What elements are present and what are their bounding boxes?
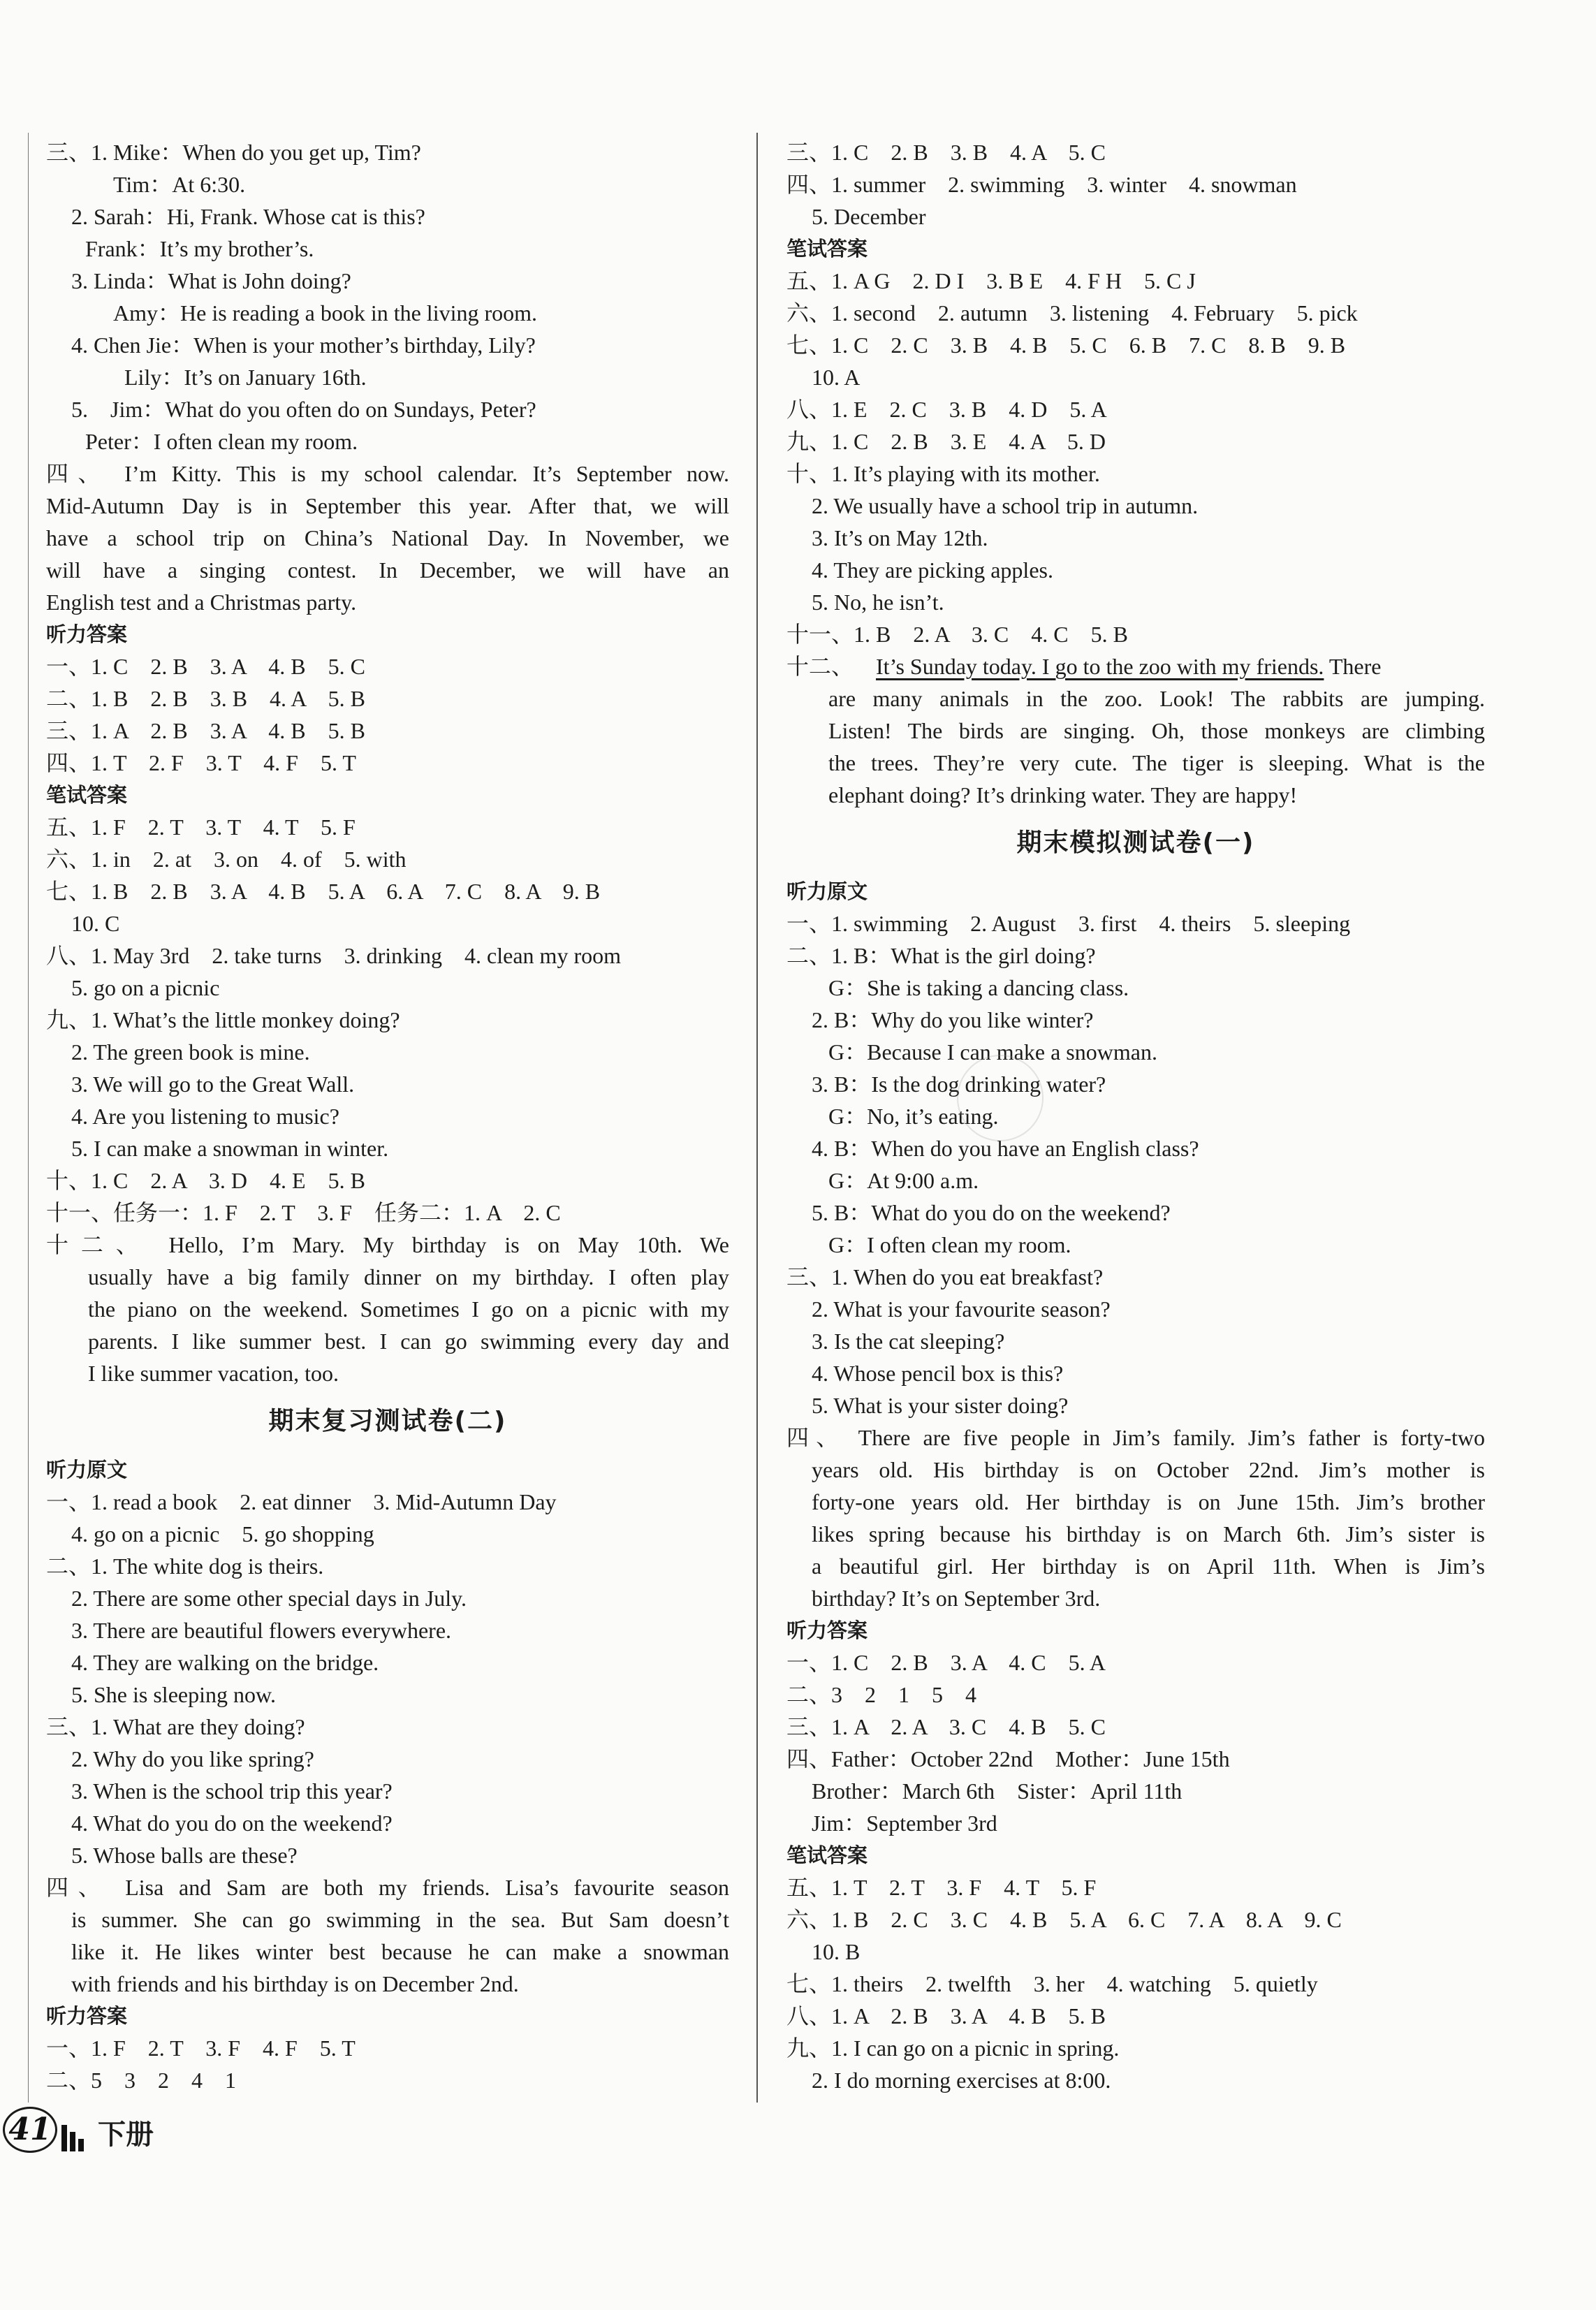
answer-line [786,650,1485,682]
answer-line: 4. What do you do on the weekend? [71,1811,393,1836]
answer-line: 七、1. B 2. B 3. A 4. B 5. A 6. A 7. C 8. A 9. B [46,879,601,904]
answer-line: 4. Are you listening to music? [71,1104,339,1129]
answer-line: 六、1. B 2. C 3. C 4. B 5. A 6. C 7. A 8. A 9. C [786,1907,1342,1932]
answer-line: 二、1. The white dog is theirs. [46,1554,324,1579]
answer-line: 十一、1. B 2. A 3. C 4. C 5. B [786,622,1128,647]
answer-line: G：I often clean my room. [828,1232,1071,1257]
answer-line: 二、1. B 2. B 3. B 4. A 5. B [46,686,365,711]
passage-line: 四、 There are five people in Jim’s family. Jim’s father is forty-two [786,1425,1485,1450]
right-column [786,136,1485,2096]
answer-line: 三、1. When do you eat breakfast? [786,1264,1104,1289]
answer-line: 2. Sarah：Hi, Frank. Whose cat is this? [71,204,425,229]
passage-line: Mid-Autumn Day is in September this year. After that, we will [46,493,729,518]
line-rest: There [1324,654,1382,679]
left-margin-rule [28,133,29,2103]
section-heading: 笔试答案 [786,237,868,261]
answer-line: 5. What is your sister doing? [812,1393,1069,1418]
passage-line: parents. I like summer best. I can go swimming every day and [88,1329,729,1354]
section-heading: 听力原文 [786,879,868,903]
answer-line: 四、1. summer 2. swimming 3. winter 4. snowman [786,172,1297,197]
answer-line: 10. A [812,365,861,390]
answer-line: 4. B：When do you have an English class? [812,1136,1199,1161]
passage-line: elephant doing? It’s drinking water. They are happy! [828,782,1298,807]
passage-line: 十二、 Hello, I’m Mary. My birthday is on May 10th. We [46,1232,729,1257]
section-heading: 笔试答案 [786,1843,868,1867]
answer-line: 4. Whose pencil box is this? [812,1361,1064,1386]
answer-line: 四、1. T 2. F 3. T 4. F 5. T [46,750,356,775]
answer-line: 八、1. May 3rd 2. take turns 3. drinking 4. clean my room [46,943,621,968]
answer-line: 5. Whose balls are these? [71,1843,298,1868]
answer-line: 二、5 3 2 4 1 [46,2068,237,2093]
answer-line: 2. The green book is mine. [71,1039,310,1065]
answer-line: 四、Father：October 22nd Mother：June 15th [786,1746,1230,1771]
answer-line: 4. They are picking apples. [812,557,1053,583]
answer-line: 十一、任务一：1. F 2. T 3. F 任务二：1. A 2. C [46,1200,561,1225]
passage-line: have a school trip on China’s National Day. In November, we [46,525,729,550]
answer-line: 5. I can make a snowman in winter. [71,1136,389,1161]
answer-line: Tim：At 6:30. [113,172,246,197]
answer-line: 九、1. C 2. B 3. E 4. A 5. D [786,429,1106,454]
answer-line: 5. Jim：What do you often do on Sundays, Peter? [71,397,536,422]
underlined-sentence: It’s Sunday today. I go to the zoo with my friends. [876,654,1324,679]
page-number: 41 [3,2107,57,2153]
answer-line: 五、1. T 2. T 3. F 4. T 5. F [786,1875,1097,1900]
answer-line: 2. There are some other special days in July. [71,1586,467,1611]
passage-line: 四、 I’m Kitty. This is my school calendar. It’s September now. [46,461,729,486]
passage-line: forty-one years old. Her birthday is on June 15th. Jim’s brother [812,1489,1485,1514]
left-column [46,136,729,2096]
answer-line: 三、1. A 2. A 3. C 4. B 5. C [786,1714,1106,1739]
answer-line: 3. There are beautiful flowers everywhere. [71,1618,452,1643]
answer-line: Amy：He is reading a book in the living room. [113,300,538,326]
passage-line: with friends and his birthday is on December 2nd. [71,1971,519,1996]
answer-line: 九、1. I can go on a picnic in spring. [786,2035,1120,2061]
passage-line: the trees. They’re very cute. The tiger is sleeping. What is the [828,750,1485,775]
answer-line: 4. They are walking on the bridge. [71,1650,379,1675]
passage-line: Listen! The birds are singing. Oh, those monkeys are climbing [828,718,1485,743]
answer-line: 六、1. second 2. autumn 3. listening 4. February 5. pick [786,300,1358,326]
answer-line: 5. December [812,204,926,229]
answer-line: 3. When is the school trip this year? [71,1778,393,1804]
answer-line: 十、1. C 2. A 3. D 4. E 5. B [46,1168,365,1193]
answer-line: 3. We will go to the Great Wall. [71,1072,355,1097]
answer-line: 一、1. F 2. T 3. F 4. F 5. T [46,2035,356,2061]
answer-line: 七、1. C 2. C 3. B 4. B 5. C 6. B 7. C 8. B 9. B [786,332,1346,358]
volume-label: 下册 [98,2119,154,2151]
answer-line: 八、1. E 2. C 3. B 4. D 5. A [786,397,1107,422]
answer-line: 三、1. Mike：When do you get up, Tim? [46,140,421,165]
section-heading: 听力原文 [46,1458,128,1482]
answer-line: 一、1. swimming 2. August 3. first 4. theirs 5. sleeping [786,911,1351,936]
passage-line: likes spring because his birthday is on March 6th. Jim’s sister is [812,1521,1485,1547]
section-heading: 笔试答案 [46,783,128,807]
answer-line: 三、1. A 2. B 3. A 4. B 5. B [46,718,365,743]
line-prefix: 十二、 [786,654,854,679]
passage-line: are many animals in the zoo. Look! The rabbits are jumping. [828,686,1485,711]
answer-line: 2. Why do you like spring? [71,1746,314,1771]
answer-line: 一、1. C 2. B 3. A 4. C 5. A [786,1650,1106,1675]
passage-line: a beautiful girl. Her birthday is on April 11th. When is Jim’s [812,1554,1485,1579]
passage-line: English test and a Christmas party. [46,590,357,615]
answer-line: 十、1. It’s playing with its mother. [786,461,1100,486]
answer-line: Frank：It’s my brother’s. [85,236,314,261]
answer-line: 八、1. A 2. B 3. A 4. B 5. B [786,2003,1106,2028]
section-title: 期末复习测试卷(二) [268,1407,507,1435]
answer-line: 5. No, he isn’t. [812,590,944,615]
answer-line: G：At 9:00 a.m. [828,1168,979,1193]
passage-line: birthday? It’s on September 3rd. [812,1586,1101,1611]
answer-line: 4. Chen Jie：When is your mother’s birthday, Lily? [71,332,536,358]
passage-line: the piano on the weekend. Sometimes I go on a picnic with my [88,1296,729,1322]
answer-line: 5. go on a picnic [71,975,220,1000]
watermark-stamp [957,1055,1044,1141]
column-divider [756,133,758,2103]
answer-line: 二、3 2 1 5 4 [786,1682,977,1707]
section-heading: 听力答案 [46,2004,128,2028]
answer-line: 五、1. F 2. T 3. T 4. T 5. F [46,814,356,840]
answer-line: 3. Linda：What is John doing? [71,268,351,293]
passage-line: will have a singing contest. In December, we will have an [46,557,729,583]
answer-line: 2. I do morning exercises at 8:00. [812,2068,1111,2093]
answer-line: 九、1. What’s the little monkey doing? [46,1007,400,1032]
section-heading: 听力答案 [786,1618,868,1642]
answer-line: 4. go on a picnic 5. go shopping [71,1521,374,1547]
answer-line: G：She is taking a dancing class. [828,975,1129,1000]
answer-line: 二、1. B：What is the girl doing? [786,943,1096,968]
answer-line: 10. C [71,911,120,936]
answer-line: 七、1. theirs 2. twelfth 3. her 4. watching 5. quietly [786,1971,1318,1996]
answer-line: G：Because I can make a snowman. [828,1039,1157,1065]
passage-line: like it. He likes winter best because he can make a snowman [71,1939,729,1964]
answer-line: Brother：March 6th Sister：April 11th [812,1778,1183,1804]
passage-line: I like summer vacation, too. [88,1361,339,1386]
answer-line: 3. B：Is the dog drinking water? [812,1072,1106,1097]
answer-line: 5. B：What do you do on the weekend? [812,1200,1171,1225]
answer-line: 五、1. A G 2. D I 3. B E 4. F H 5. C J [786,268,1196,293]
answer-line: Lily：It’s on January 16th. [124,365,367,390]
answer-line: Peter：I often clean my room. [85,429,358,454]
answer-line: 3. It’s on May 12th. [812,525,988,550]
answer-line: 2. What is your favourite season? [812,1296,1111,1322]
answer-line: 2. B：Why do you like winter? [812,1007,1094,1032]
passage-line: is summer. She can go swimming in the sea. But Sam doesn’t [71,1907,729,1932]
answer-line: G：No, it’s eating. [828,1104,999,1129]
section-title: 期末模拟测试卷(一) [1016,828,1255,857]
answer-line: 3. Is the cat sleeping? [812,1329,1005,1354]
answer-line: 一、1. C 2. B 3. A 4. B 5. C [46,654,365,679]
answer-line: 六、1. in 2. at 3. on 4. of 5. with [46,847,407,872]
answer-line: 三、1. What are they doing? [46,1714,305,1739]
passage-line: usually have a big family dinner on my birthday. I often play [88,1264,729,1289]
page-footer [0,2101,210,2164]
answer-line: 一、1. read a book 2. eat dinner 3. Mid-Autumn Day [46,1489,557,1514]
answer-line: 5. She is sleeping now. [71,1682,277,1707]
answer-line: 10. B [812,1939,861,1964]
answer-line: 三、1. C 2. B 3. B 4. A 5. C [786,140,1106,165]
passage-line: 四、 Lisa and Sam are both my friends. Lisa’s favourite season [46,1875,729,1900]
answer-line: 2. We usually have a school trip in autumn. [812,493,1199,518]
answer-line: Jim：September 3rd [812,1811,997,1836]
bars-icon [60,2122,89,2153]
section-heading: 听力答案 [46,622,128,646]
passage-line: years old. His birthday is on October 22nd. Jim’s mother is [812,1457,1485,1482]
